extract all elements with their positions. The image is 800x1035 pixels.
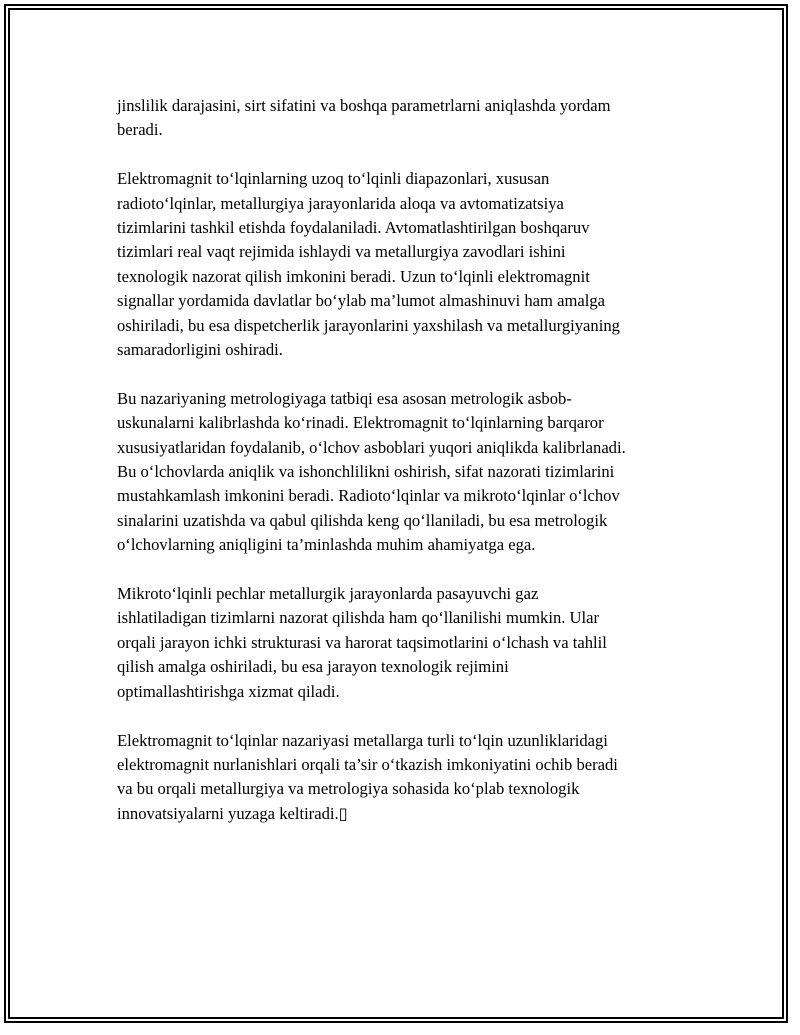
paragraph: Elektromagnit to‘lqinlarning uzoq to‘lqinli diapazonlari, xususan radioto‘lqinlar, metallurgiya jarayonlarida aloqa va avtomatizatsiya tizimlarini tashkil etishda foydalaniladi. Avtomatlashtirilgan boshqaruv tizimlari real vaqt rejimida ishlaydi va metallurgiya zavodlari ishini texnologik nazorat qilish imkonini beradi. Uzun to‘lqinli elektromagnit signallar yordamida davlatlar bo‘ylab ma’lumot almashinuvi ham amalga oshiriladi, bu esa dispetcherlik jarayonlarini yaxshilash va metallurgiyaning samaradorligini oshiradi. — [117, 169, 620, 360]
paragraph: Bu nazariyaning metrologiyaga tatbiqi esa asosan metrologik asbob- uskunalarni kalibrlashda ko‘rinadi. Elektromagnit to‘lqinlarning barqaror xususiyatlaridan foydalanib, o‘lchov asboblari yuqori aniqlikda kalibrlanadi. Bu o‘lchovlarda aniqlik va ishonchlilikni oshirish, sifat nazorati tizimlarini mustahkamlash imkonini beradi. Radioto‘lqinlar va mikroto‘lqinlar o‘lchov sinalarini uzatishda va qabul qilishda keng qo‘llaniladi, bu esa metrologik o‘lchovlarning aniqligini ta’minlashda muhim ahamiyatga ega. — [117, 388, 626, 555]
paragraph: Mikroto‘lqinli pechlar metallurgik jarayonlarda pasayuvchi gaz ishlatiladigan tizimlarni nazorat qilishda ham qo‘llanilishi mumkin. Ular orqali jarayon ichki strukturasi va harorat taqsimotlarini o‘lchash va tahlil qilish amalga oshiriladi, bu esa jarayon texnologik rejimini optimallashtirishga xizmat qiladi. — [117, 584, 607, 701]
paragraph: jinslilik darajasini, sirt sifatini va boshqa parametrlarni aniqlashda yordam beradi. — [117, 96, 611, 140]
paragraph: Elektromagnit to‘lqinlar nazariyasi metallarga turli to‘lqin uzunliklaridagi elektromagnit nurlanishlari orqali ta’sir o‘tkazish imkoniyatini ochib beradi va bu orqali metallurgiya va metrologiya sohasida ko‘plab texnologik innovatsiyalarni yuzaga keltiradi.▯ — [117, 730, 618, 823]
document-body — [117, 94, 685, 851]
